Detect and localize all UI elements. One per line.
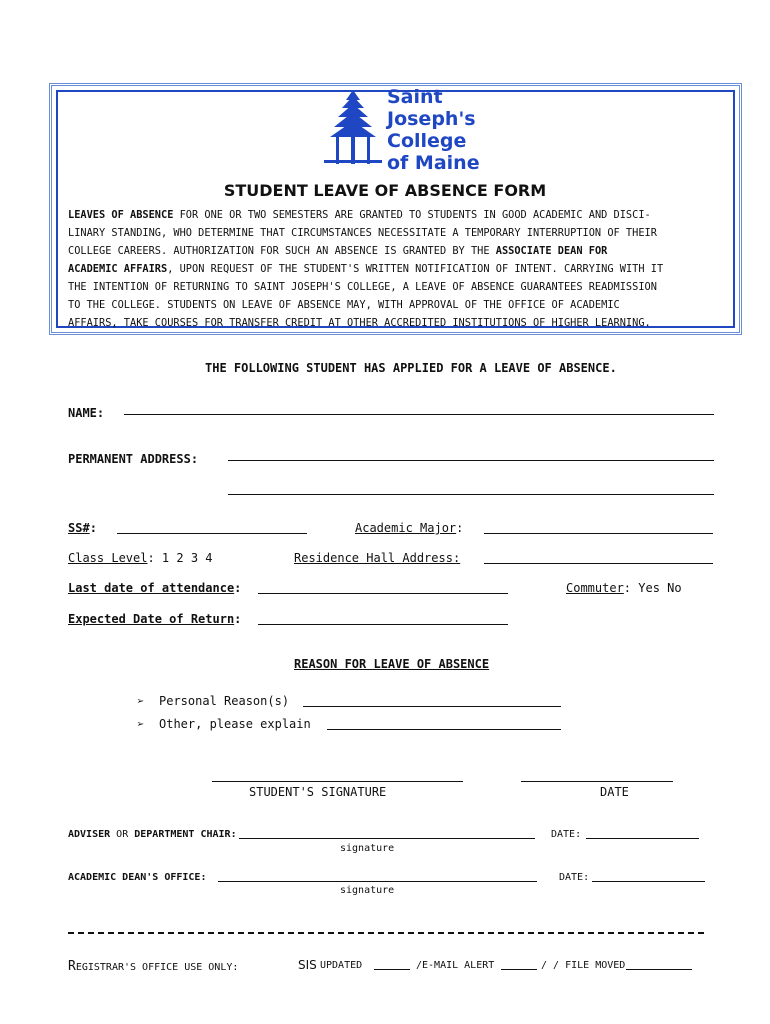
last-date-field[interactable] xyxy=(258,593,508,594)
personal-reason-field[interactable] xyxy=(303,706,561,707)
file-moved-field[interactable] xyxy=(626,969,692,970)
adviser-date-label: DATE: xyxy=(551,829,582,840)
applied-statement: THE FOLLOWING STUDENT HAS APPLIED FOR A LEAVE OF ABSENCE. xyxy=(205,361,617,375)
adviser-signature-field[interactable] xyxy=(239,838,535,839)
sis-updated-label: UPDATED xyxy=(320,960,363,971)
college-logo-text xyxy=(387,86,480,174)
residence-hall-field[interactable] xyxy=(484,563,713,564)
class-level-label: Class Level: 1 2 3 4 xyxy=(68,551,213,565)
arrow-bullet-icon: ➢ xyxy=(137,694,145,708)
reason-heading: REASON FOR LEAVE OF ABSENCE xyxy=(294,657,490,671)
permanent-address-field-1[interactable] xyxy=(228,460,714,461)
pine-tree-icon xyxy=(322,90,384,164)
logo-line-4: of Maine xyxy=(387,152,480,174)
dean-office-label: ACADEMIC DEAN'S OFFICE: xyxy=(68,872,207,883)
intro-line-7: AFFAIRS, TAKE COURSES FOR TRANSFER CREDIT AT OTHER ACCREDITED INSTITUTIONS OF HIGHER LEARNING. xyxy=(68,317,651,329)
intro-paragraph xyxy=(68,206,728,332)
intro-line-6: TO THE COLLEGE. STUDENTS ON LEAVE OF ABSENCE MAY, WITH APPROVAL OF THE OFFICE OF ACADEMIC xyxy=(68,299,620,311)
email-alert-field[interactable] xyxy=(501,969,537,970)
intro-line-3: COLLEGE CAREERS. AUTHORIZATION FOR SUCH AN ABSENCE IS GRANTED BY THE xyxy=(68,245,496,257)
logo-line-1: Saint xyxy=(387,86,443,108)
intro-line-5: THE INTENTION OF RETURNING TO SAINT JOSEPH'S COLLEGE, A LEAVE OF ABSENCE GUARANTEES READMISSION xyxy=(68,281,657,293)
intro-bold-leaves: LEAVES OF ABSENCE xyxy=(68,209,174,221)
ss-field[interactable] xyxy=(117,533,307,534)
expected-return-label: Expected Date of Return: xyxy=(68,612,242,626)
registrar-label: REGISTRAR'S OFFICE USE ONLY: xyxy=(68,959,239,974)
commuter-label: Commuter: Yes No xyxy=(566,581,682,595)
ss-label: SS#: xyxy=(68,521,97,535)
name-field[interactable] xyxy=(124,414,714,415)
academic-major-label: Academic Major: xyxy=(355,521,464,535)
intro-bold-affairs: ACADEMIC AFFAIRS xyxy=(68,263,168,275)
name-label: NAME: xyxy=(68,406,105,420)
student-signature-label: STUDENT'S SIGNATURE xyxy=(249,785,387,799)
file-moved-label: / / FILE MOVED xyxy=(541,960,626,971)
personal-reason-label: Personal Reason(s) xyxy=(159,694,290,708)
permanent-address-field-2[interactable] xyxy=(228,494,714,495)
student-date-field[interactable] xyxy=(521,781,673,782)
residence-hall-label: Residence Hall Address: xyxy=(294,551,461,565)
adviser-date-field[interactable] xyxy=(586,838,699,839)
intro-bold-dean: ASSOCIATE DEAN FOR xyxy=(495,245,608,257)
dashed-divider xyxy=(68,932,704,934)
sis-label: SIS xyxy=(298,958,317,972)
form-title: STUDENT LEAVE OF ABSENCE FORM xyxy=(223,181,547,200)
adviser-label: ADVISER OR DEPARTMENT CHAIR: xyxy=(68,829,237,840)
student-signature-field[interactable] xyxy=(212,781,463,782)
student-date-label: DATE xyxy=(600,785,629,799)
intro-line-2: LINARY STANDING, WHO DETERMINE THAT CIRCUMSTANCES NECESSITATE A TEMPORARY INTERRUPTION OF THEIR xyxy=(68,227,657,239)
commuter-options[interactable]: : Yes No xyxy=(623,581,682,595)
expected-return-field[interactable] xyxy=(258,624,508,625)
other-reason-label: Other, please explain xyxy=(159,717,311,731)
dean-date-field[interactable] xyxy=(592,881,705,882)
email-alert-label: /E-MAIL ALERT xyxy=(416,960,495,971)
adviser-signature-caption: signature xyxy=(340,843,395,854)
class-level-options[interactable]: : 1 2 3 4 xyxy=(147,551,213,565)
arrow-bullet-icon: ➢ xyxy=(137,717,145,731)
intro-line-4: , UPON REQUEST OF THE STUDENT'S WRITTEN NOTIFICATION OF INTENT. CARRYING WITH IT xyxy=(167,263,664,275)
logo-line-2: Joseph's xyxy=(387,108,476,130)
intro-line-1: FOR ONE OR TWO SEMESTERS ARE GRANTED TO STUDENTS IN GOOD ACADEMIC AND DISCI- xyxy=(173,209,651,221)
other-reason-field[interactable] xyxy=(327,729,561,730)
dean-signature-caption: signature xyxy=(340,885,395,896)
dean-date-label: DATE: xyxy=(559,872,590,883)
permanent-address-label: PERMANENT ADDRESS: xyxy=(68,452,199,466)
sis-updated-field[interactable] xyxy=(374,969,410,970)
logo-line-3: College xyxy=(387,130,467,152)
dean-signature-field[interactable] xyxy=(218,881,537,882)
last-date-label: Last date of attendance: xyxy=(68,581,242,595)
academic-major-field[interactable] xyxy=(484,533,713,534)
